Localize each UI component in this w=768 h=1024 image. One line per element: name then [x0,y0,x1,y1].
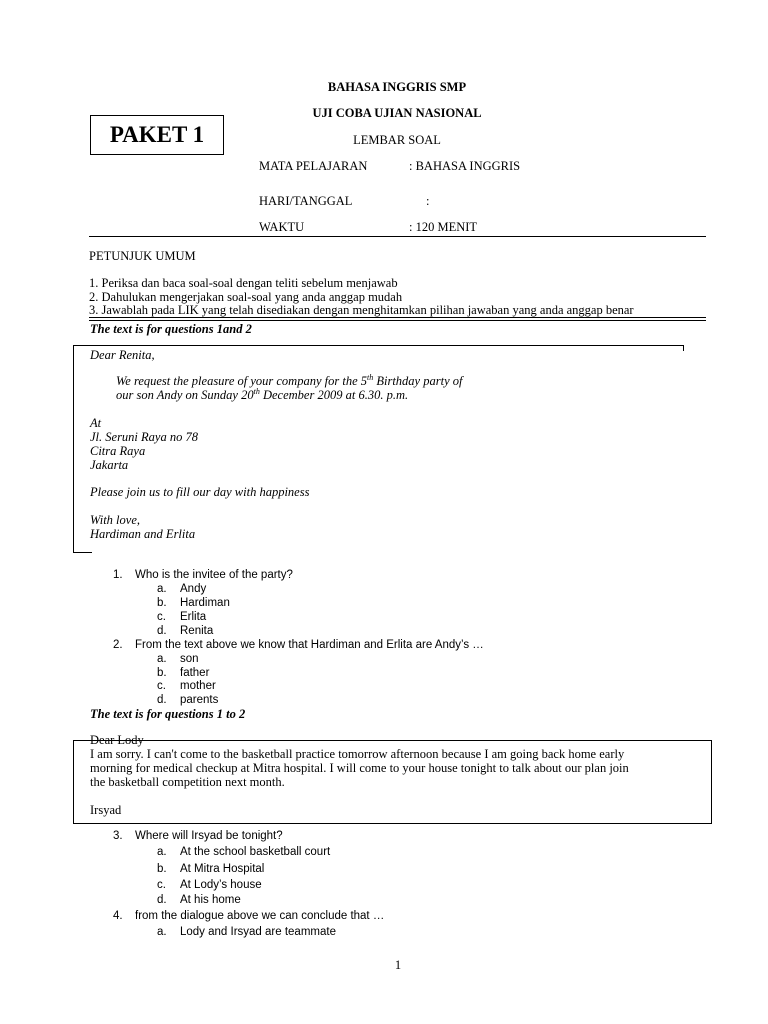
q3-option-d-letter: d. [157,894,167,906]
question-4-text: from the dialogue above we can conclude that … [135,910,385,922]
hari-tanggal-value: : [426,194,430,208]
message-line-3: the basketball competition next month. [90,775,285,789]
page-number: 1 [394,958,402,972]
message-line-1: I am sorry. I can't come to the basketball practice tomorrow afternoon because I am going back home early [90,747,625,761]
question-1-number: 1. [113,569,123,581]
q3-option-a-text[interactable]: At the school basketball court [180,846,331,858]
invitation-signature: Hardiman and Erlita [90,527,196,541]
paket-label: PAKET 1 [109,122,205,147]
q3-option-b-text[interactable]: At Mitra Hospital [180,863,265,875]
hari-tanggal-label: HARI/TANGGAL [259,194,353,208]
section2-heading: The text is for questions 1 to 2 [90,707,246,721]
invitation-closing-line: Please join us to fill our day with happiness [90,485,310,499]
q3-option-b-letter: b. [157,863,167,875]
divider-info [89,236,706,237]
q3-option-a-letter: a. [157,846,167,858]
mata-pelajaran-label: MATA PELAJARAN [259,159,368,173]
header-subtitle: UJI COBA UJIAN NASIONAL [312,106,482,120]
header-lembar-soal: LEMBAR SOAL [353,133,441,147]
q1-option-d-text[interactable]: Renita [180,625,214,637]
question-2-text: From the text above we know that Hardiman and Erlita are Andy’s … [135,639,484,651]
mata-pelajaran-value: : BAHASA INGGRIS [409,159,521,173]
invitation-body2-a: our son Andy on Sunday 20 [116,388,254,402]
message-salutation: Dear Lody [90,733,144,747]
message-signature: Irsyad [90,803,122,817]
waktu-label: WAKTU [259,220,305,234]
q1-option-b-text[interactable]: Hardiman [180,597,230,609]
q2-option-b-letter: b. [157,667,167,679]
q2-option-a-text[interactable]: son [180,653,199,665]
invitation-body-line2 [116,388,408,403]
petunjuk-item-2: 2. Dahulukan mengerjakan soal-soal yang anda anggap mudah [89,290,403,304]
q3-option-c-letter: c. [157,879,166,891]
message-line-2: morning for medical checkup at Mitra hospital. I will come to your house tonight to talk about our plan join [90,761,629,775]
petunjuk-title: PETUNJUK UMUM [89,249,196,263]
q2-option-d-text[interactable]: parents [180,694,219,706]
q3-option-c-text[interactable]: At Lody’s house [180,879,262,891]
q1-option-d-letter: d. [157,625,167,637]
invitation-with-love: With love, [90,513,140,527]
petunjuk-item-1: 1. Periksa dan baca soal-soal dengan teliti sebelum menjawab [89,276,398,290]
q2-option-c-letter: c. [157,680,166,692]
invitation-body2-sup: th [253,386,260,396]
invitation-at: At [90,416,102,430]
divider-petunjuk-bottom [89,320,706,321]
q2-option-b-text[interactable]: father [180,667,210,679]
invitation-body-line1 [116,374,462,389]
invitation-box-bottom [74,552,92,553]
q1-option-c-letter: c. [157,611,166,623]
question-4-number: 4. [113,910,123,922]
invitation-address-1: Jl. Seruni Raya no 78 [90,430,198,444]
q1-option-a-letter: a. [157,583,167,595]
invitation-box-tick [683,345,684,351]
q1-option-b-letter: b. [157,597,167,609]
q2-option-a-letter: a. [157,653,167,665]
petunjuk-item-3: 3. Jawablah pada LIK yang telah disediakan dengan menghitamkan pilihan jawaban yang anda anggap benar [89,303,634,317]
q1-option-a-text[interactable]: Andy [180,583,207,595]
divider-petunjuk-top [89,317,706,318]
q4-option-a-text[interactable]: Lody and Irsyad are teammate [180,926,336,938]
waktu-value: : 120 MENIT [409,220,478,234]
question-3-text: Where will Irsyad be tonight? [135,830,283,842]
q4-option-a-letter: a. [157,926,167,938]
q1-option-c-text[interactable]: Erlita [180,611,207,623]
header-title: BAHASA INGGRIS SMP [327,80,467,94]
question-3-number: 3. [113,830,123,842]
section1-heading: The text is for questions 1and 2 [90,322,252,336]
q2-option-d-letter: d. [157,694,167,706]
invitation-body1-sup: th [367,372,374,382]
invitation-body2-b: December 2009 at 6.30. p.m. [259,388,409,402]
q2-option-c-text[interactable]: mother [180,680,216,692]
q3-option-d-text[interactable]: At his home [180,894,241,906]
invitation-body1-b: Birthday party of [373,374,463,388]
invitation-box-top [74,345,684,346]
invitation-address-2: Citra Raya [90,444,146,458]
question-2-number: 2. [113,639,123,651]
question-1-text: Who is the invitee of the party? [135,569,293,581]
invitation-body1-a: We request the pleasure of your company for the 5 [116,374,367,388]
paket-box [90,115,224,155]
invitation-salutation: Dear Renita, [90,348,155,362]
invitation-address-3: Jakarta [90,458,129,472]
